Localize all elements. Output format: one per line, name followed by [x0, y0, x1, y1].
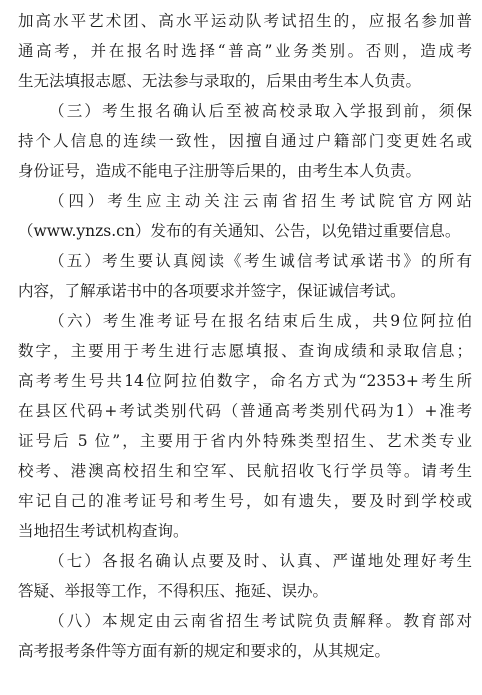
text-line: 当地招生考试机构查询。 — [18, 522, 189, 540]
text-line: 高考报考条件等方面有新的规定和要求的，从其规定。 — [18, 642, 391, 660]
text-line: 答疑、举报等工作，不得积压、拖延、误办。 — [18, 582, 329, 600]
text-line: 持个人信息的连续一致性，因擅自通过户籍部门变更姓名或 — [18, 132, 472, 150]
text-line: 证号后 5 位”，主要用于省内外特殊类型招生、艺术类专业 — [18, 432, 472, 450]
text-line: （四）考生应主动关注云南省招生考试院官方网站 — [49, 192, 472, 210]
text-line: 加高水平艺术团、高水平运动队考试招生的，应报名参加普 — [18, 12, 472, 30]
text-line: 校考、港澳高校招生和空军、民航招收飞行学员等。请考生 — [18, 462, 472, 480]
text-line: 数字，主要用于考生进行志愿填报、查询成绩和录取信息； — [18, 342, 472, 360]
text-line: （三）考生报名确认后至被高校录取入学报到前，须保 — [49, 102, 472, 120]
text-line: （五）考生要认真阅读《考生诚信考试承诺书》的所有 — [49, 252, 472, 270]
text-line: （www.ynzs.cn）发布的有关通知、公告，以免错过重要信息。 — [18, 222, 461, 240]
text-line: 通高考，并在报名时选择“普高”业务类别。否则，造成考 — [18, 42, 472, 60]
document-body — [18, 6, 472, 666]
text-line: 牢记自己的准考证号和考生号，如有遗失，要及时到学校或 — [18, 492, 472, 510]
text-line: 内容，了解承诺书中的各项要求并签字，保证诚信考试。 — [18, 282, 406, 300]
text-line: （六）考生准考证号在报名结束后生成，共9位阿拉伯 — [49, 312, 472, 330]
text-line: 身份证号，造成不能电子注册等后果的，由考生本人负责。 — [18, 162, 422, 180]
text-line: （七）各报名确认点要及时、认真、严谨地处理好考生 — [49, 552, 472, 570]
text-line: 高考考生号共14位阿拉伯数字，命名方式为“2353+考生所 — [18, 372, 472, 390]
text-line: 在县区代码+考试类别代码（普通高考类别代码为1）+准考 — [18, 402, 472, 420]
text-line: （八）本规定由云南省招生考试院负责解释。教育部对 — [49, 612, 472, 630]
text-line: 生无法填报志愿、无法参与录取的，后果由考生本人负责。 — [18, 72, 422, 90]
